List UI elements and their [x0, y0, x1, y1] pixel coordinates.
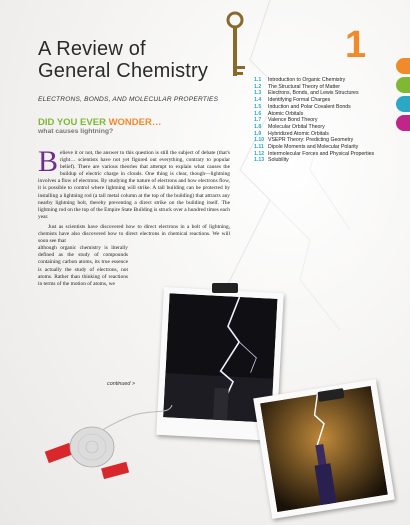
- toc-item: [254, 77, 404, 84]
- toc-item: [254, 84, 404, 91]
- feature-question: what causes lightning?: [38, 128, 114, 135]
- continued-label: continued >: [107, 381, 136, 387]
- toc-item-number: 1.2: [254, 83, 262, 90]
- toc-item-number: 1.1: [254, 77, 262, 83]
- drop-cap: B: [38, 145, 59, 178]
- table-of-contents: [254, 77, 404, 164]
- binder-clip: [212, 283, 238, 293]
- toc-item: [254, 144, 404, 151]
- toc-item-label: Induction and Polar Covalent Bonds: [268, 103, 351, 110]
- toc-item: [254, 131, 404, 138]
- toc-item-label: Dipole Moments and Molecular Polarity: [268, 144, 359, 151]
- toc-item: [254, 124, 404, 131]
- toc-item-number: 1.3: [254, 90, 262, 97]
- feature-title-part2: WONDER…: [108, 117, 162, 128]
- toc-item: [254, 111, 404, 118]
- toc-item-label: Electrons, Bonds, and Lewis Structures: [268, 90, 359, 97]
- empire-state-photo-image: [260, 386, 388, 512]
- chapter-title-line1: A Review of: [38, 38, 146, 60]
- toc-item-label: Atomic Orbitals: [268, 110, 304, 117]
- paragraph-1-text: elieve it or not, the answer to this question is still the subject of debate (that's right… scientists have not yet figured out everything, contrary to popular belief). There are various theories that attempt to explain what causes the buildup of electric charge in clouds. One thing is clear, though—lightning involves a flow of electrons. By studying the nature of electrons and how electrons flow, it is possible to control where lightning will strike. A tall building can be protected by installing a lightning rod (a tall metal column at the top of the building) that attracts any nearby lightning bolt, thereby preventing a direct strike on the building itself. The lightning rod on the top of the Empire State Building is struck over a hundred times each year.: [38, 150, 230, 220]
- toc-item: [254, 157, 404, 164]
- toc-item-number: 1.7: [254, 117, 262, 124]
- toc-item-number: 1.10: [254, 137, 265, 144]
- toc-item-label: Solubility: [268, 157, 289, 164]
- color-tab: [396, 58, 410, 74]
- chapter-title: [38, 38, 208, 82]
- antique-key-image: [215, 10, 255, 90]
- toc-item-number: 1.9: [254, 130, 262, 137]
- toc-item-label: The Structural Theory of Matter: [268, 83, 340, 90]
- toc-item-number: 1.5: [254, 103, 262, 110]
- chapter-number: 1: [345, 24, 367, 66]
- toc-item-label: Intermolecular Forces and Physical Properties: [268, 150, 375, 157]
- feature-title-part1: DID YOU EVER: [38, 117, 106, 128]
- chapter-subtitle: ELECTRONS, BONDS, AND MOLECULAR PROPERTIES: [38, 96, 219, 103]
- toc-item: [254, 104, 404, 111]
- toc-item-label: Molecular Orbital Theory: [268, 123, 325, 130]
- toc-item-number: 1.12: [254, 150, 265, 157]
- toc-item-label: Valence Bond Theory: [268, 117, 318, 124]
- paragraph-3: although organic chemistry is literally defined as the study of compounds containing carbon atoms, its true essence is actually the study of electrons, not atoms. Rather than thinking of reactions in terms of the motion of atoms, we: [38, 245, 128, 287]
- chapter-title-line2: General Chemistry: [38, 60, 209, 82]
- toc-item-number: 1.13: [254, 157, 265, 164]
- toc-item-label: Introduction to Organic Chemistry: [268, 77, 346, 83]
- toc-item: [254, 97, 404, 104]
- toc-item-number: 1.11: [254, 144, 264, 151]
- toc-item: [254, 90, 404, 97]
- toc-item-number: 1.4: [254, 97, 262, 104]
- feature-title: [38, 117, 161, 128]
- toc-item-number: 1.8: [254, 123, 262, 130]
- paragraph-1: [38, 145, 230, 221]
- toc-item-number: 1.6: [254, 110, 262, 117]
- toc-item-label: Hybridized Atomic Orbitals: [268, 130, 329, 137]
- toc-item: [254, 151, 404, 158]
- toc-item-label: VSEPR Theory: Predicting Geometry: [268, 137, 354, 144]
- wire-spool-image: [44, 385, 174, 485]
- toc-item: [254, 137, 404, 144]
- toc-item: [254, 117, 404, 124]
- body-text: [38, 145, 230, 288]
- toc-item-label: Identifying Formal Charges: [268, 97, 331, 104]
- paragraph-2: Just as scientists have discovered how to direct electrons in a bolt of lightning, chemists have also discovered how to direct electrons in chemical reactions. We will soon see that: [38, 223, 230, 245]
